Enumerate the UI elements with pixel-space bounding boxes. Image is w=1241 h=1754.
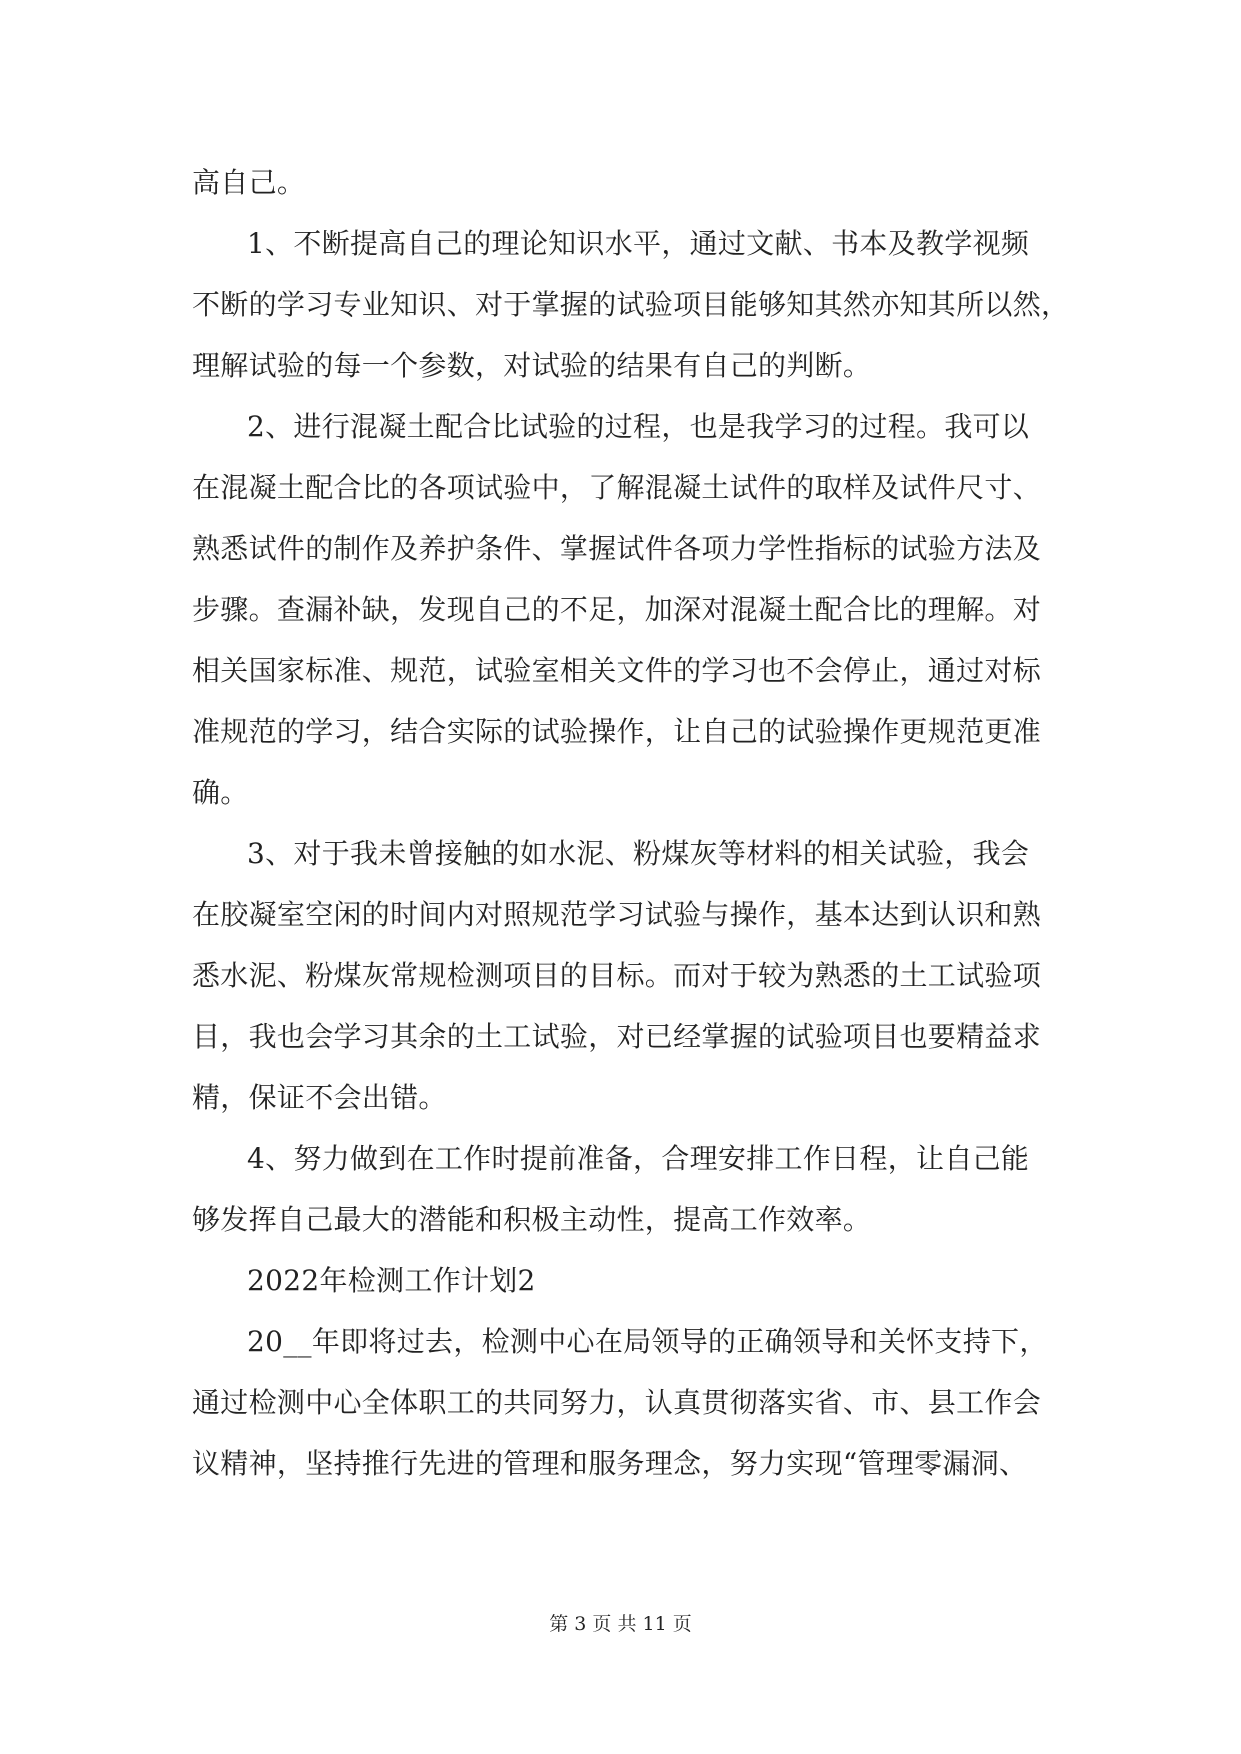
text-line: 熟悉试件的制作及养护条件、掌握试件各项力学性指标的试验方法及 (192, 532, 1042, 565)
text-line: 相关国家标准、规范，试验室相关文件的学习也不会停止，通过对标 (192, 654, 1042, 687)
text-line: 1、不断提高自己的理论知识水平，通过文献、书本及教学视频 (247, 227, 1030, 260)
text-line: 高自己。 (192, 166, 306, 199)
text-line: 在混凝土配合比的各项试验中，了解混凝土试件的取样及试件尺寸、 (192, 471, 1042, 504)
text-line: 够发挥自己最大的潜能和积极主动性，提高工作效率。 (192, 1203, 872, 1236)
text-line: 通过检测中心全体职工的共同努力，认真贯彻落实省、市、县工作会 (192, 1386, 1042, 1419)
text-line: 在胶凝室空闲的时间内对照规范学习试验与操作，基本达到认识和熟 (192, 898, 1042, 931)
text-line: 2、进行混凝土配合比试验的过程，也是我学习的过程。我可以 (247, 410, 1030, 443)
text-line: 议精神，坚持推行先进的管理和服务理念，努力实现“管理零漏洞、 (192, 1447, 1028, 1480)
text-line: 不断的学习专业知识、对于掌握的试验项目能够知其然亦知其所以然， (192, 288, 1070, 321)
text-line: 悉水泥、粉煤灰常规检测项目的目标。而对于较为熟悉的土工试验项 (192, 959, 1042, 992)
text-line: 准规范的学习，结合实际的试验操作，让自己的试验操作更规范更准 (192, 715, 1042, 748)
text-line: 2022年检测工作计划2 (247, 1264, 536, 1297)
body-text (192, 152, 1070, 1494)
text-line: 目，我也会学习其余的土工试验，对已经掌握的试验项目也要精益求 (192, 1020, 1042, 1053)
text-line: 3、对于我未曾接触的如水泥、粉煤灰等材料的相关试验，我会 (247, 837, 1030, 870)
text-line: 精，保证不会出错。 (192, 1081, 447, 1114)
text-line: 步骤。查漏补缺，发现自己的不足，加深对混凝土配合比的理解。对 (192, 593, 1042, 626)
page-footer: 第 3 页 共 11 页 (549, 1613, 692, 1635)
text-line: 4、努力做到在工作时提前准备，合理安排工作日程，让自己能 (247, 1142, 1030, 1175)
text-line: 确。 (192, 776, 249, 809)
text-line: 理解试验的每一个参数，对试验的结果有自己的判断。 (192, 349, 872, 382)
text-line: 20__年即将过去，检测中心在局领导的正确领导和关怀支持下， (247, 1325, 1048, 1358)
